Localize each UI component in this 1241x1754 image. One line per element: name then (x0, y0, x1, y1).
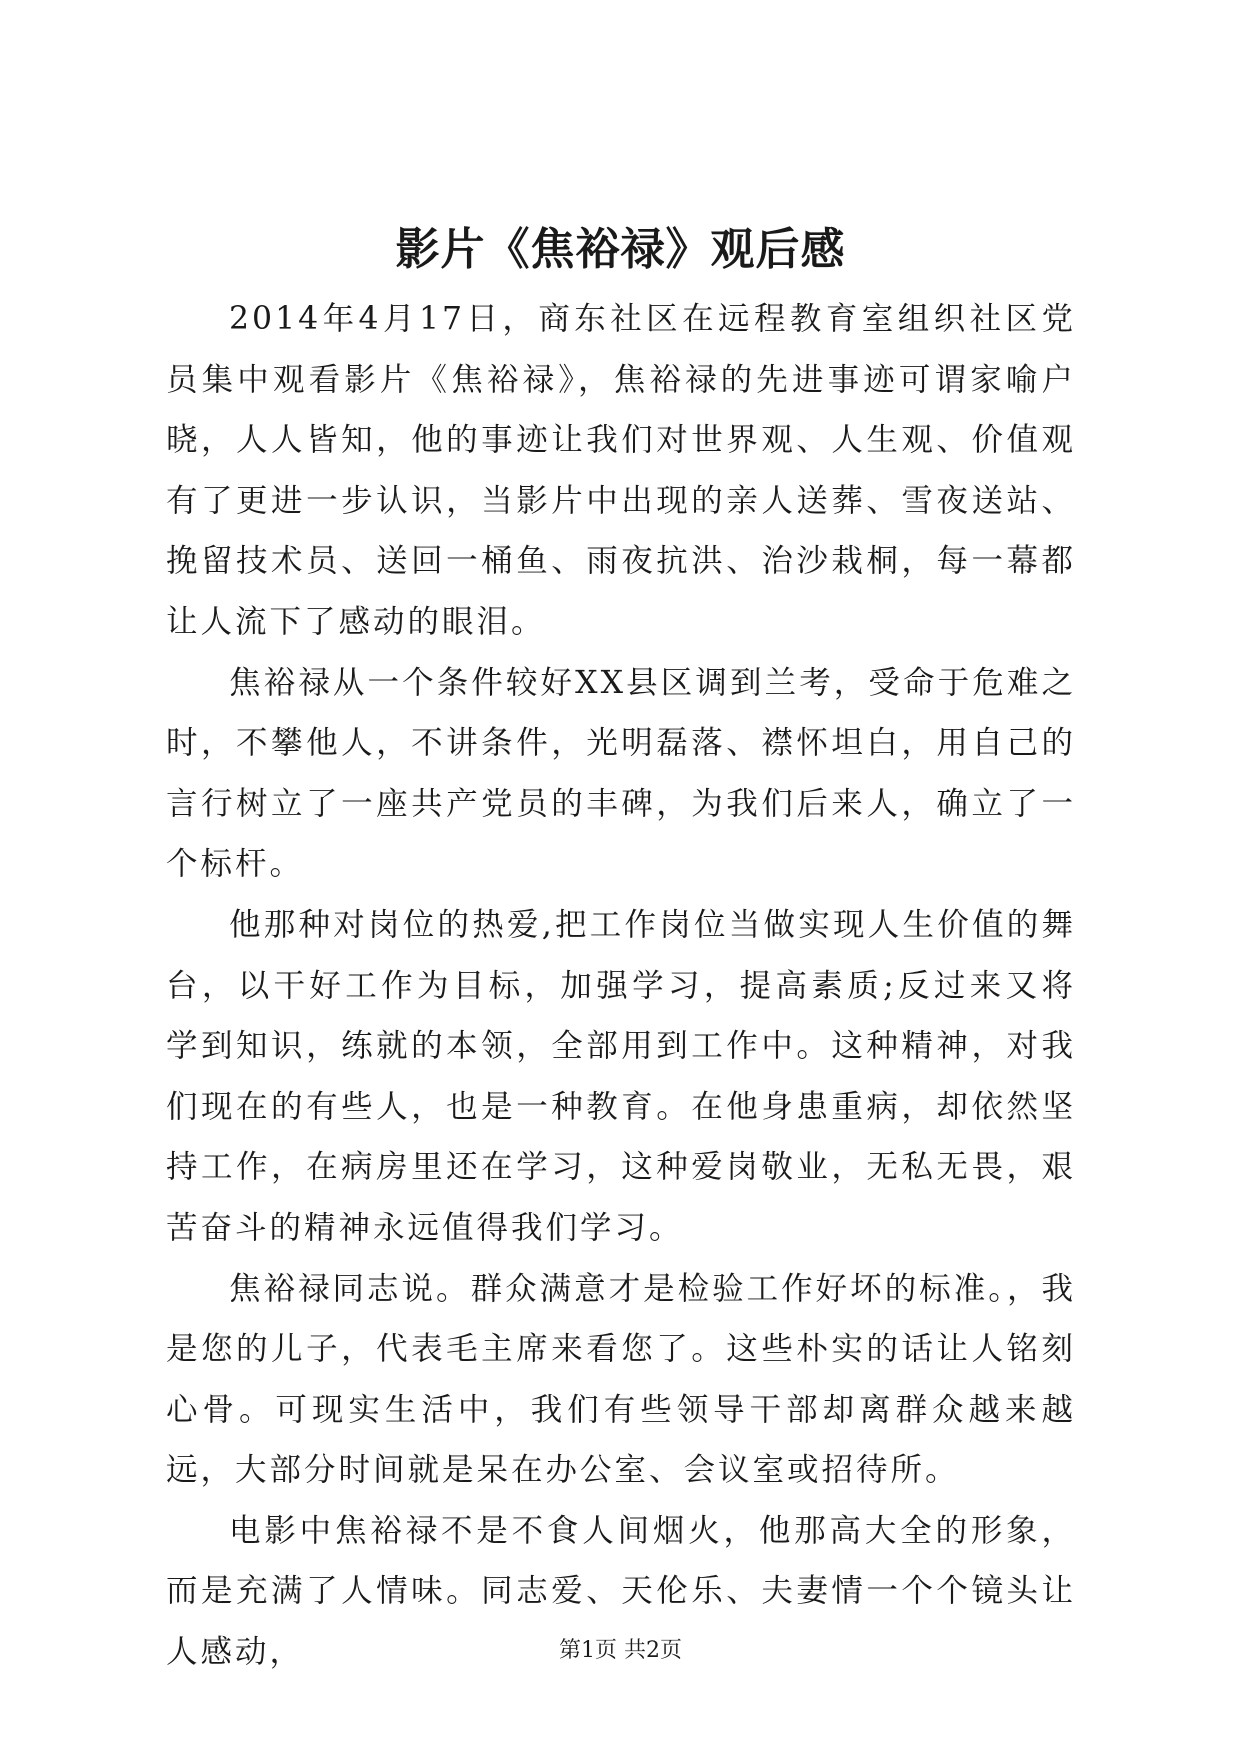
paragraph: 2014年4月17日，商东社区在远程教育室组织社区党员集中观看影片《焦裕禄》，焦裕禄的先进事迹可谓家喻户晓，人人皆知，他的事迹让我们对世界观、人生观、价值观有了更进一步认识，当影片中出现的亲人送葬、雪夜送站、挽留技术员、送回一桶鱼、雨夜抗洪、治沙栽桐，每一幕都让人流下了感动的眼泪。 (166, 301, 1076, 640)
document-title: 影片《焦裕禄》观后感 (395, 224, 846, 275)
page-footer (0, 1636, 1241, 1666)
paragraph: 电影中焦裕禄不是不食人间烟火，他那高大全的形象，而是充满了人情味。同志爱、天伦乐、夫妻情一个个镜头让人感动， (166, 1512, 1076, 1671)
paragraph: 焦裕禄同志说。群众满意才是检验工作好坏的标准。，我是您的儿子，代表毛主席来看您了。这些朴实的话让人铭刻心骨。可现实生活中，我们有些领导干部却离群众越来越远，大部分时间就是呆在办公室、会议室或招待所。 (166, 1270, 1076, 1489)
page-number: 第1页 共2页 (559, 1638, 682, 1663)
paragraph: 他那种对岗位的热爱,把工作岗位当做实现人生价值的舞台，以干好工作为目标，加强学习，提高素质;反过来又将学到知识，练就的本领，全部用到工作中。这种精神，对我们现在的有些人，也是一种教育。在他身患重病，却依然坚持工作，在病房里还在学习，这种爱岗敬业，无私无畏，艰苦奋斗的精神永远值得我们学习。 (166, 906, 1076, 1246)
paragraph: 焦裕禄从一个条件较好XX县区调到兰考，受命于危难之时，不攀他人，不讲条件，光明磊落、襟怀坦白，用自己的言行树立了一座共产党员的丰碑，为我们后来人，确立了一个标杆。 (166, 664, 1076, 883)
document-body (166, 289, 1076, 1683)
